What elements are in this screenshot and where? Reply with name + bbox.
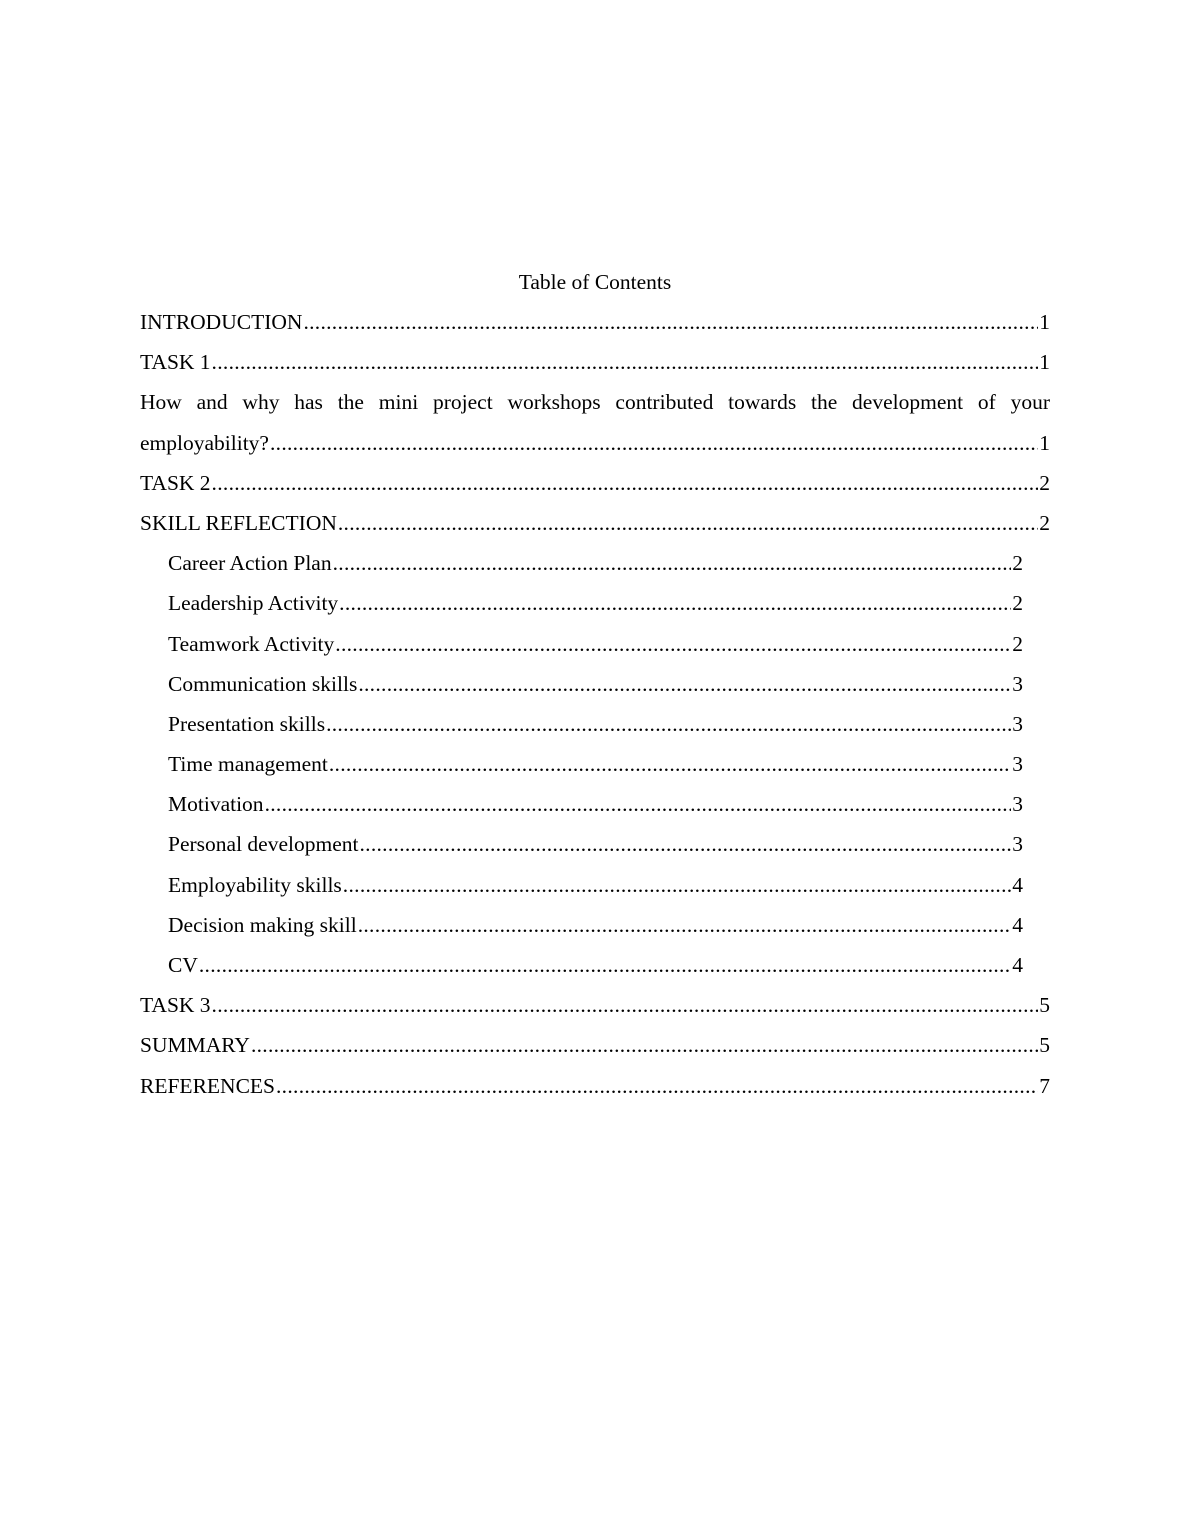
toc-leader-dots (265, 784, 1012, 824)
toc-leader-dots (199, 945, 1011, 985)
toc-entry-label: Presentation skills (168, 711, 326, 736)
toc-entry-label: SUMMARY (140, 1033, 250, 1058)
toc-entry-label: CV (168, 953, 198, 977)
toc-page-number: 5 (1039, 993, 1050, 1018)
toc-page-number: 3 (1012, 671, 1023, 696)
toc-page-number: 4 (1012, 872, 1023, 897)
toc-entry-task-3[interactable] (140, 985, 1050, 1025)
toc-entry-label: TASK 2 (140, 470, 211, 495)
toc-page-number: 2 (1039, 510, 1050, 535)
toc-entry-label: SKILL REFLECTION (140, 510, 337, 535)
toc-entry-introduction[interactable] (140, 302, 1050, 342)
toc-entry-employability-skills[interactable] (168, 865, 1023, 905)
toc-entry-summary[interactable] (140, 1025, 1050, 1065)
toc-entry-personal-development[interactable] (168, 824, 1023, 864)
toc-entry-label: Personal development (168, 832, 359, 857)
toc-entry-task-2[interactable] (140, 463, 1050, 503)
toc-page-number: 4 (1012, 953, 1023, 977)
toc-page-number: 7 (1039, 1073, 1050, 1098)
toc-page-number: 3 (1012, 792, 1023, 817)
toc-entry-task-1[interactable] (140, 342, 1050, 382)
toc-entry-communication-skills[interactable] (168, 664, 1023, 704)
toc-entry-label-line-1: How and why has the mini project workshops contributed towards the development of your (140, 390, 1050, 415)
toc-entry-label: Time management (168, 752, 328, 777)
toc-page-number: 5 (1039, 1033, 1050, 1058)
toc-leader-dots (338, 503, 1038, 543)
toc-page-number: 1 (1039, 430, 1050, 455)
toc-page-number: 1 (1039, 310, 1050, 334)
toc-leader-dots (276, 1066, 1038, 1106)
toc-entry-skill-reflection[interactable] (140, 503, 1050, 543)
toc-entry-mini-project-question[interactable] (140, 382, 1050, 462)
toc-entry-references[interactable] (140, 1066, 1050, 1106)
toc-entry-career-action-plan[interactable] (168, 543, 1023, 583)
toc-entry-label: employability? (140, 430, 269, 455)
toc-page-number: 3 (1012, 752, 1023, 777)
toc-entry-line-2 (140, 423, 1050, 463)
toc-entry-label: INTRODUCTION (140, 310, 303, 334)
toc-leader-dots (335, 624, 1011, 664)
toc-leader-dots (358, 905, 1012, 945)
toc-leader-dots (212, 342, 1039, 382)
toc-entry-decision-making-skill[interactable] (168, 905, 1023, 945)
toc-leader-dots (339, 583, 1011, 623)
toc-leader-dots (359, 824, 1011, 864)
toc-page-number: 2 (1039, 470, 1050, 495)
toc-entry-label: TASK 3 (140, 993, 211, 1018)
toc-entry-presentation-skills[interactable] (168, 704, 1023, 744)
toc-entry-label: Motivation (168, 792, 264, 817)
toc-leader-dots (212, 985, 1039, 1025)
toc-page-number: 2 (1012, 591, 1023, 616)
toc-entry-label: Career Action Plan (168, 551, 332, 576)
toc-leader-dots (326, 704, 1011, 744)
toc-leader-dots (303, 302, 1038, 342)
toc-entry-label: Employability skills (168, 872, 342, 897)
toc-entry-label: TASK 1 (140, 350, 211, 375)
toc-entry-cv[interactable] (168, 945, 1023, 985)
toc-leader-dots (251, 1025, 1038, 1065)
toc-page-number: 2 (1012, 631, 1023, 656)
table-of-contents (140, 262, 1050, 1106)
toc-leader-dots (333, 543, 1012, 583)
toc-entry-label: Communication skills (168, 671, 358, 696)
toc-entry-time-management[interactable] (168, 744, 1023, 784)
toc-entry-motivation[interactable] (168, 784, 1023, 824)
toc-page-number: 3 (1012, 711, 1023, 736)
toc-leader-dots (270, 423, 1038, 463)
toc-entry-leadership-activity[interactable] (168, 583, 1023, 623)
toc-entry-label: Decision making skill (168, 912, 357, 937)
toc-entry-label: REFERENCES (140, 1073, 275, 1098)
toc-entry-label: Leadership Activity (168, 591, 339, 616)
toc-entry-teamwork-activity[interactable] (168, 624, 1023, 664)
toc-leader-dots (212, 463, 1039, 503)
toc-page-number: 1 (1039, 350, 1050, 375)
toc-title: Table of Contents (518, 270, 672, 294)
toc-leader-dots (343, 865, 1011, 905)
toc-leader-dots (358, 664, 1011, 704)
toc-page-number: 4 (1012, 912, 1023, 937)
toc-leader-dots (329, 744, 1011, 784)
toc-page-number: 2 (1012, 551, 1023, 576)
toc-entry-label: Teamwork Activity (168, 631, 335, 656)
toc-page-number: 3 (1012, 832, 1023, 857)
